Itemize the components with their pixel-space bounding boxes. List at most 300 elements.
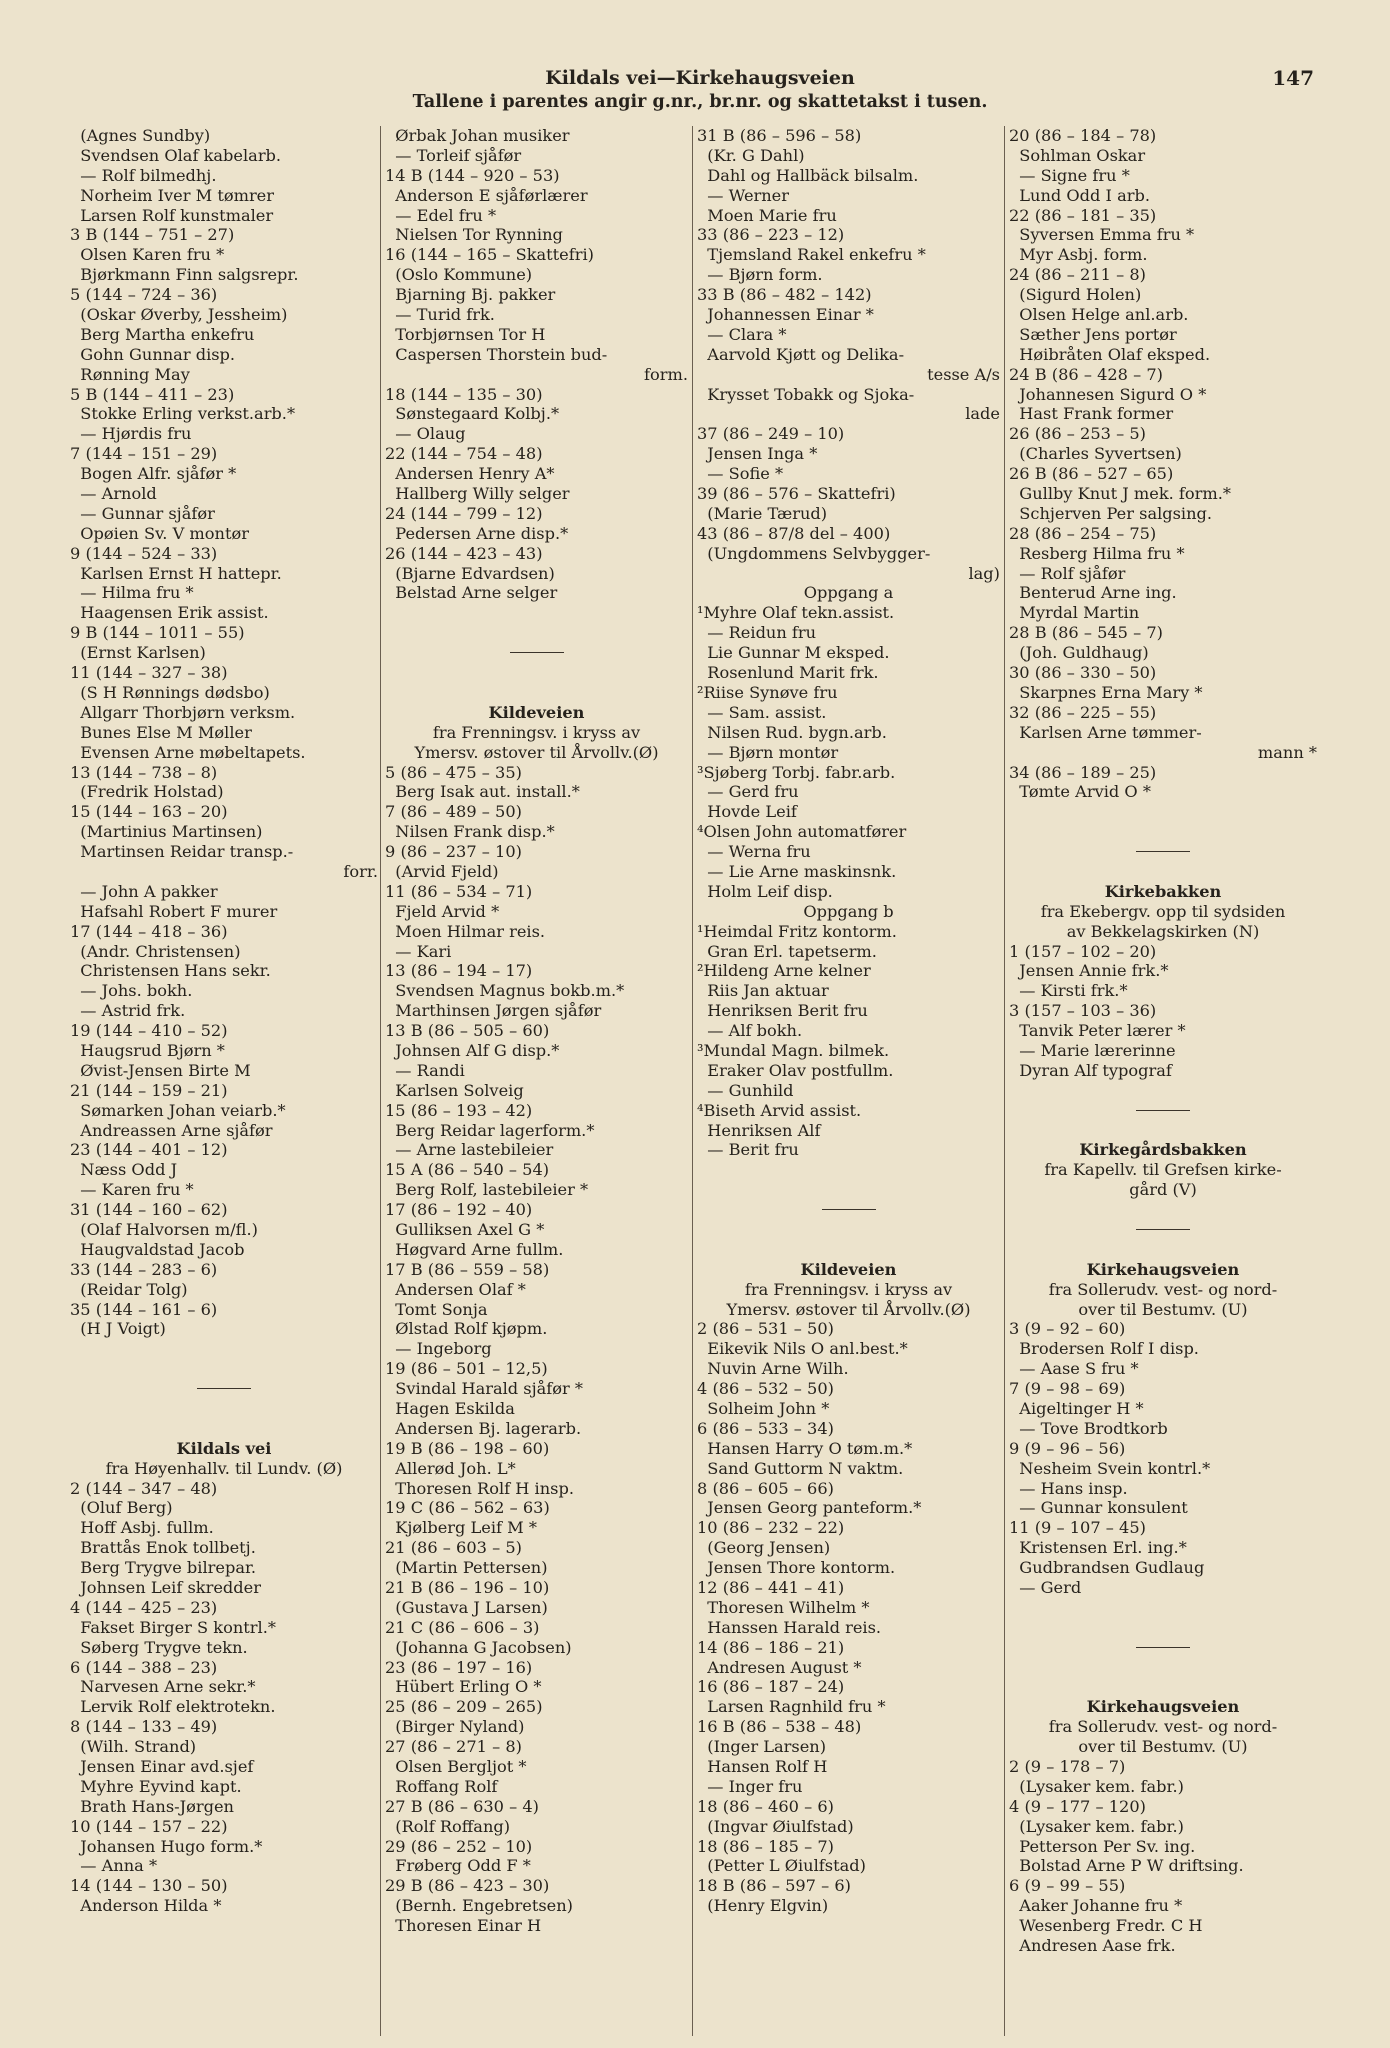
spacer <box>1009 1658 1317 1678</box>
directory-line: 33 (144 – 283 – 6) <box>70 1259 218 1279</box>
section-heading: Kildals vei <box>176 1438 272 1458</box>
spacer <box>697 1240 1000 1260</box>
directory-line: 22 (86 – 181 – 35) <box>1009 205 1157 225</box>
directory-line: 1 (157 – 102 – 20) <box>1009 941 1157 961</box>
directory-line: Aaker Johanne fru * <box>1009 1896 1183 1916</box>
directory-line: 15 (86 – 193 – 42) <box>385 1100 533 1120</box>
directory-line: Svendsen Magnus bokb.m.* <box>385 981 625 1001</box>
directory-line: (Martinius Martinsen) <box>70 822 263 842</box>
directory-line: Norheim Iver M tømrer <box>70 185 274 205</box>
directory-line: Myhre Eyvind kapt. <box>70 1776 242 1796</box>
spacer <box>1009 802 1317 822</box>
directory-line: Stokke Erling verkst.arb.* <box>70 404 296 424</box>
spacer <box>1009 822 1317 842</box>
directory-line: Haugvaldstad Jacob <box>70 1239 245 1259</box>
directory-line: 27 B (86 – 630 – 4) <box>385 1796 539 1816</box>
directory-line: — Kari <box>385 941 452 961</box>
directory-line: 13 (144 – 738 – 8) <box>70 762 218 782</box>
directory-column-2 <box>385 126 688 1936</box>
section-subtitle: fra Frenningsv. i kryss av <box>744 1279 953 1299</box>
entry-continuation: mann * <box>1257 742 1317 762</box>
section-subtitle: av Bekkelagskirken (N) <box>1066 921 1260 941</box>
directory-column-4 <box>1009 126 1317 1956</box>
spacer <box>697 1220 1000 1240</box>
directory-line: Svindal Harald sjåfør * <box>385 1379 583 1399</box>
directory-line: — Alf bokh. <box>697 1021 803 1041</box>
section-subtitle: Ymersv. østover til Årvollv.(Ø) <box>726 1299 971 1319</box>
directory-line: — Arne lastebileier <box>385 1140 554 1160</box>
directory-line: (Andr. Christensen) <box>70 941 241 961</box>
directory-line: Larsen Rolf kunstmaler <box>70 205 274 225</box>
spacer <box>1009 1121 1317 1141</box>
directory-line: — Bjørn montør <box>697 742 839 762</box>
directory-line: Lie Gunnar M eksped. <box>697 643 890 663</box>
directory-line: Opøien Sv. V montør <box>70 523 249 543</box>
directory-line: — Torleif sjåfør <box>385 145 522 165</box>
directory-line: Moen Marie fru <box>697 205 837 225</box>
section-divider <box>1009 1638 1317 1658</box>
directory-line: 19 (86 – 501 – 12,5) <box>385 1359 548 1379</box>
spacer <box>70 1339 378 1359</box>
directory-line: 17 B (86 – 559 – 58) <box>385 1259 550 1279</box>
directory-line: 26 (144 – 423 – 43) <box>385 543 543 563</box>
directory-line: (Oslo Kommune) <box>385 265 533 285</box>
directory-line: Høgvard Arne fullm. <box>385 1239 564 1259</box>
spacer <box>385 683 688 703</box>
directory-line: (Ernst Karlsen) <box>70 643 206 663</box>
directory-line: 23 (144 – 401 – 12) <box>70 1140 228 1160</box>
directory-line: Sømarken Johan veiarb.* <box>70 1100 286 1120</box>
directory-line: 34 (86 – 189 – 25) <box>1009 762 1157 782</box>
directory-line: 5 (86 – 475 – 35) <box>385 762 522 782</box>
directory-line: 6 (9 – 99 – 55) <box>1009 1876 1126 1896</box>
directory-line: Myr Asbj. form. <box>1009 245 1148 265</box>
directory-line: Dahl og Hallbäck bilsalm. <box>697 165 919 185</box>
page-number: 147 <box>1272 66 1314 90</box>
directory-line: 43 (86 – 87/8 del – 400) <box>697 523 891 543</box>
spacer <box>70 1359 378 1379</box>
entry-continuation: lade <box>965 404 1000 424</box>
spacer <box>385 663 688 683</box>
directory-line: Solheim John * <box>697 1399 830 1418</box>
directory-column-3 <box>697 126 1000 1916</box>
directory-line: — Olaug <box>385 424 466 444</box>
directory-line: Evensen Arne møbeltapets. <box>70 742 306 762</box>
directory-line: Larsen Ragnhild fru * <box>697 1697 886 1717</box>
directory-line: — Hjørdis fru <box>70 424 192 444</box>
directory-line: Henriksen Berit fru <box>697 1001 868 1021</box>
directory-line: Aigeltinger H * <box>1009 1399 1144 1418</box>
section-subtitle: over til Bestumv. (U) <box>1078 1737 1248 1757</box>
directory-line: Gudbrandsen Gudlaug <box>1009 1558 1205 1578</box>
section-divider <box>70 1379 378 1399</box>
directory-line: — Kirsti frk.* <box>1009 981 1128 1001</box>
directory-line: 19 C (86 – 562 – 63) <box>385 1498 550 1518</box>
section-subtitle: over til Bestumv. (U) <box>1078 1299 1248 1319</box>
directory-line: Eraker Olav postfullm. <box>697 1060 894 1080</box>
directory-line: Eikevik Nils O anl.best.* <box>697 1339 908 1359</box>
section-subtitle: fra Frenningsv. i kryss av <box>432 722 641 742</box>
directory-line: — Gunnar sjåfør <box>70 503 215 523</box>
directory-line: — Bjørn form. <box>697 265 823 285</box>
directory-line: — Inger fru <box>697 1776 803 1796</box>
directory-line: Nilsen Rud. bygn.arb. <box>697 722 887 742</box>
directory-line: 35 (144 – 161 – 6) <box>70 1299 218 1319</box>
directory-line: (Reidar Tolg) <box>70 1279 188 1299</box>
directory-line: Martinsen Reidar transp.- <box>70 842 294 862</box>
directory-line: (Wilh. Strand) <box>70 1737 197 1757</box>
directory-line: Tømte Arvid O * <box>1009 782 1151 802</box>
directory-line: — Werner <box>697 185 790 205</box>
directory-line: Johannessen Einar * <box>697 305 874 325</box>
directory-line: 23 (86 – 197 – 16) <box>385 1657 533 1677</box>
directory-line: (Johanna G Jacobsen) <box>385 1637 572 1657</box>
directory-line: 18 (144 – 135 – 30) <box>385 384 543 404</box>
spacer <box>1009 1677 1317 1697</box>
directory-line: Wesenberg Fredr. C H <box>1009 1916 1203 1936</box>
directory-line: (Joh. Guldhaug) <box>1009 643 1149 663</box>
spacer <box>1009 1200 1317 1220</box>
directory-line: Andresen August * <box>697 1657 862 1677</box>
directory-line: Svendsen Olaf kabelarb. <box>70 145 282 165</box>
directory-line: Jensen Einar avd.sjef <box>70 1757 254 1777</box>
directory-line: Allgarr Thorbjørn verksm. <box>70 702 296 722</box>
directory-line: (Marie Tærud) <box>697 503 828 523</box>
directory-line: Gohn Gunnar disp. <box>70 344 236 364</box>
directory-line: 28 (86 – 254 – 75) <box>1009 523 1157 543</box>
directory-line: 19 (144 – 410 – 52) <box>70 1021 228 1041</box>
directory-line: Nilsen Frank disp.* <box>385 822 555 842</box>
directory-line: (Lysaker kem. fabr.) <box>1009 1816 1184 1836</box>
directory-line: Bunes Else M Møller <box>70 722 252 742</box>
directory-line: 29 (86 – 252 – 10) <box>385 1836 533 1856</box>
directory-line: Fakset Birger S kontrl.* <box>70 1617 276 1637</box>
directory-line: 21 B (86 – 196 – 10) <box>385 1578 550 1598</box>
directory-line: (Kr. G Dahl) <box>697 145 805 165</box>
directory-line: (Birger Nyland) <box>385 1717 525 1737</box>
directory-line: 37 (86 – 249 – 10) <box>697 424 845 444</box>
directory-line: Karlsen Arne tømmer- <box>1009 722 1202 742</box>
directory-line: Johannesen Sigurd O * <box>1009 384 1207 404</box>
directory-line: Nuvin Arne Wilh. <box>697 1359 849 1379</box>
directory-line: 30 (86 – 330 – 50) <box>1009 663 1157 683</box>
directory-line: ⁴Olsen John automatfører <box>697 822 907 842</box>
directory-line: Bogen Alfr. sjåfør * <box>70 464 237 484</box>
entry-continuation: forr. <box>343 861 378 881</box>
directory-line: 2 (144 – 347 – 48) <box>70 1478 218 1498</box>
directory-line: Syversen Emma fru * <box>1009 225 1195 245</box>
directory-line: (Rolf Roffang) <box>385 1816 511 1836</box>
directory-line: 26 B (86 – 527 – 65) <box>1009 464 1174 484</box>
spacer <box>1009 1618 1317 1638</box>
directory-line: 17 (86 – 192 – 40) <box>385 1200 533 1220</box>
directory-line: (S H Rønnings dødsbo) <box>70 682 270 702</box>
directory-line: ²Riise Synøve fru <box>697 682 838 702</box>
directory-line: Kristensen Erl. ing.* <box>1009 1538 1187 1558</box>
directory-line: (Oluf Berg) <box>70 1498 173 1518</box>
directory-line: — Ingeborg <box>385 1339 492 1359</box>
directory-line: Tomt Sonja <box>385 1299 488 1319</box>
directory-line: Andersen Bj. lagerarb. <box>385 1418 582 1438</box>
spacer <box>697 1180 1000 1200</box>
directory-line: Frøberg Odd F * <box>385 1856 531 1876</box>
directory-line: Thoresen Wilhelm * <box>697 1597 870 1617</box>
directory-line: — Gerd <box>1009 1578 1082 1598</box>
directory-line: — Hans insp. <box>1009 1478 1128 1498</box>
directory-line: 9 (144 – 524 – 33) <box>70 543 218 563</box>
directory-line: Schjerven Per salgsing. <box>1009 503 1213 523</box>
directory-line: 3 (9 – 92 – 60) <box>1009 1319 1126 1339</box>
directory-line: — Aase S fru * <box>1009 1359 1139 1379</box>
directory-line: — Sam. assist. <box>697 702 827 722</box>
directory-line: Olsen Helge anl.arb. <box>1009 305 1189 325</box>
directory-line: 8 (86 – 605 – 66) <box>697 1478 834 1498</box>
directory-line: 5 B (144 – 411 – 23) <box>70 384 235 404</box>
directory-line: ¹Heimdal Fritz kontorm. <box>697 921 897 941</box>
directory-line: 4 (86 – 532 – 50) <box>697 1379 834 1399</box>
directory-line: Anderson Hilda * <box>70 1896 222 1916</box>
directory-line: 14 (86 – 186 – 21) <box>697 1637 845 1657</box>
directory-line: — Gunnar konsulent <box>1009 1498 1188 1518</box>
section-subtitle: Oppgang b <box>803 901 894 921</box>
directory-line: 2 (9 – 178 – 7) <box>1009 1757 1126 1777</box>
directory-line: (Gustava J Larsen) <box>385 1597 548 1617</box>
section-subtitle: fra Sollerudv. vest- og nord- <box>1048 1279 1278 1299</box>
directory-line: Andresen Aase frk. <box>1009 1936 1176 1956</box>
directory-line: Hagen Eskilda <box>385 1399 515 1418</box>
directory-line: Dyran Alf typograf <box>1009 1060 1172 1080</box>
section-heading: Kirkebakken <box>1104 881 1222 901</box>
directory-line: Brodersen Rolf I disp. <box>1009 1339 1199 1359</box>
directory-line: 14 B (144 – 920 – 53) <box>385 165 560 185</box>
directory-line: 6 (144 – 388 – 23) <box>70 1657 218 1677</box>
directory-line: Jensen Thore kontorm. <box>697 1558 896 1578</box>
directory-line: Karlsen Solveig <box>385 1080 524 1100</box>
column-divider <box>1004 126 1005 2036</box>
directory-line: Berg Martha enkefru <box>70 324 255 344</box>
directory-line: Olsen Bergljot * <box>385 1757 527 1777</box>
directory-line: 4 (144 – 425 – 23) <box>70 1597 218 1617</box>
section-divider <box>697 1200 1000 1220</box>
directory-line: 9 B (144 – 1011 – 55) <box>70 623 245 643</box>
directory-line: Lund Odd I arb. <box>1009 185 1150 205</box>
directory-line: 18 (86 – 460 – 6) <box>697 1796 834 1816</box>
directory-line: 13 (86 – 194 – 17) <box>385 961 533 981</box>
directory-line: 5 (144 – 724 – 36) <box>70 285 218 305</box>
page-title: Kildals vei—Kirkehaugsveien <box>545 67 855 89</box>
directory-line: (Henry Elgvin) <box>697 1896 829 1916</box>
spacer <box>1009 1598 1317 1618</box>
directory-line: 10 (144 – 157 – 22) <box>70 1816 228 1836</box>
directory-column-1 <box>70 126 378 1916</box>
directory-line: Resberg Hilma fru * <box>1009 543 1185 563</box>
spacer <box>385 603 688 623</box>
directory-line: — Reidun fru <box>697 623 817 643</box>
directory-line: Hovde Leif <box>697 802 797 822</box>
directory-line: (Fredrik Holstad) <box>70 782 224 802</box>
directory-line: Aarvold Kjøtt og Delika- <box>697 344 905 364</box>
directory-line: Skarpnes Erna Mary * <box>1009 682 1203 702</box>
directory-line: 33 (86 – 223 – 12) <box>697 225 845 245</box>
directory-line: Hansen Rolf H <box>697 1757 828 1777</box>
directory-line: Tjemsland Rakel enkefru * <box>697 245 926 265</box>
directory-line: 4 (9 – 177 – 120) <box>1009 1796 1146 1816</box>
directory-line: — John A pakker <box>70 881 218 901</box>
directory-line: Nesheim Svein kontrl.* <box>1009 1458 1211 1478</box>
directory-line: 16 B (86 – 538 – 48) <box>697 1717 862 1737</box>
directory-line: ⁴Biseth Arvid assist. <box>697 1100 862 1120</box>
directory-line: 2 (86 – 531 – 50) <box>697 1319 834 1339</box>
directory-line: Søberg Trygve tekn. <box>70 1637 248 1657</box>
directory-line: (Lysaker kem. fabr.) <box>1009 1776 1184 1796</box>
directory-line: Brath Hans-Jørgen <box>70 1796 234 1816</box>
directory-line: ²Hildeng Arne kelner <box>697 961 871 981</box>
directory-line: 24 (144 – 799 – 12) <box>385 503 543 523</box>
directory-line: Berg Isak aut. install.* <box>385 782 580 802</box>
directory-line: Bjarning Bj. pakker <box>385 285 556 305</box>
directory-line: Jensen Annie frk.* <box>1009 961 1169 981</box>
section-divider <box>1009 842 1317 862</box>
directory-line: 8 (144 – 133 – 49) <box>70 1717 218 1737</box>
spacer <box>1009 1240 1317 1260</box>
directory-line: (Olaf Halvorsen m/fl.) <box>70 1219 258 1239</box>
section-heading: Kirkehaugsveien <box>1086 1697 1240 1717</box>
directory-line: Rønning May <box>70 364 190 384</box>
directory-line: (H J Voigt) <box>70 1319 166 1339</box>
directory-line: 14 (144 – 130 – 50) <box>70 1876 228 1896</box>
directory-line: Henriksen Alf <box>697 1120 821 1140</box>
directory-line: (Ungdommens Selvbygger- <box>697 543 931 563</box>
directory-line: 26 (86 – 253 – 5) <box>1009 424 1146 444</box>
directory-line: 21 (144 – 159 – 21) <box>70 1080 228 1100</box>
directory-line: — Turid frk. <box>385 305 495 325</box>
entry-continuation: form. <box>644 364 688 384</box>
directory-line: Hansen Harry O tøm.m.* <box>697 1438 913 1458</box>
directory-line: Allerød Joh. L* <box>385 1458 516 1478</box>
directory-line: Marthinsen Jørgen sjåfør <box>385 1001 602 1021</box>
directory-line: Karlsen Ernst H hattepr. <box>70 563 282 583</box>
directory-line: 31 (144 – 160 – 62) <box>70 1200 228 1220</box>
spacer <box>697 1160 1000 1180</box>
directory-line: 21 C (86 – 606 – 3) <box>385 1617 540 1637</box>
directory-line: 22 (144 – 754 – 48) <box>385 444 543 464</box>
directory-line: Nielsen Tor Rynning <box>385 225 563 245</box>
directory-line: Berg Reidar lagerform.* <box>385 1120 595 1140</box>
directory-line: 21 (86 – 603 – 5) <box>385 1538 522 1558</box>
directory-line: Johansen Hugo form.* <box>70 1836 263 1856</box>
directory-line: (Oskar Øverby, Jessheim) <box>70 305 288 325</box>
directory-line: Kjølberg Leif M * <box>385 1518 537 1538</box>
directory-line: Johnsen Alf G disp.* <box>385 1040 560 1060</box>
directory-line: Torbjørnsen Tor H <box>385 324 546 344</box>
directory-line: — Signe fru * <box>1009 165 1130 185</box>
directory-line: (Arvid Fjeld) <box>385 861 499 881</box>
directory-line: 20 (86 – 184 – 78) <box>1009 126 1157 145</box>
directory-line: 18 (86 – 185 – 7) <box>697 1836 834 1856</box>
directory-line: Tanvik Peter lærer * <box>1009 1021 1186 1041</box>
section-heading: Kildeveien <box>800 1259 897 1279</box>
directory-line: — Lie Arne maskinsnk. <box>697 861 897 881</box>
directory-line: 9 (86 – 237 – 10) <box>385 842 522 862</box>
directory-line: Haugsrud Bjørn * <box>70 1040 225 1060</box>
section-divider <box>1009 1101 1317 1121</box>
directory-line: Brattås Enok tollbetj. <box>70 1538 256 1558</box>
directory-line: — Gerd fru <box>697 782 799 802</box>
directory-line: Riis Jan aktuar <box>697 981 829 1001</box>
directory-line: (Petter L Øiulfstad) <box>697 1856 866 1876</box>
directory-line: 16 (86 – 187 – 24) <box>697 1677 845 1697</box>
directory-line: 9 (9 – 96 – 56) <box>1009 1438 1126 1458</box>
directory-line: Holm Leif disp. <box>697 881 833 901</box>
directory-line: Sønstegaard Kolbj.* <box>385 404 560 424</box>
directory-line: Caspersen Thorstein bud- <box>385 344 608 364</box>
directory-line: Moen Hilmar reis. <box>385 921 546 941</box>
directory-line: 3 B (144 – 751 – 27) <box>70 225 235 245</box>
directory-line: Anderson E sjåførlærer <box>385 185 588 205</box>
directory-line: Lervik Rolf elektrotekn. <box>70 1697 276 1717</box>
directory-line: Andersen Henry A* <box>385 464 555 484</box>
directory-line: Thoresen Einar H <box>385 1916 542 1936</box>
directory-line: Hast Frank former <box>1009 404 1174 424</box>
directory-line: Sand Guttorm N vaktm. <box>697 1458 904 1478</box>
directory-line: 31 B (86 – 596 – 58) <box>697 126 862 145</box>
directory-line: ³Mundal Magn. bilmek. <box>697 1040 890 1060</box>
directory-line: Ørbak Johan musiker <box>385 126 570 145</box>
directory-line: 33 B (86 – 482 – 142) <box>697 285 872 305</box>
directory-line: Petterson Per Sv. ing. <box>1009 1836 1196 1856</box>
directory-line: Myrdal Martin <box>1009 603 1140 623</box>
section-subtitle: Oppgang a <box>803 583 894 603</box>
directory-line: (Georg Jensen) <box>697 1538 831 1558</box>
spacer <box>1009 862 1317 882</box>
directory-line: 24 (86 – 211 – 8) <box>1009 265 1146 285</box>
directory-line: ¹Myhre Olaf tekn.assist. <box>697 603 895 623</box>
directory-line: — Arnold <box>70 484 157 504</box>
section-subtitle: fra Ekebergv. opp til sydsiden <box>1040 901 1286 921</box>
section-divider <box>385 643 688 663</box>
directory-line: 11 (9 – 107 – 45) <box>1009 1518 1146 1538</box>
directory-line: Bjørkmann Finn salgsrepr. <box>70 265 299 285</box>
directory-line: 17 (144 – 418 – 36) <box>70 921 228 941</box>
directory-line: 12 (86 – 441 – 41) <box>697 1578 845 1598</box>
entry-continuation: tesse A/s <box>927 364 1000 384</box>
directory-line: Sæther Jens portør <box>1009 324 1177 344</box>
directory-line: (Sigurd Holen) <box>1009 285 1142 305</box>
directory-line: 7 (86 – 489 – 50) <box>385 802 522 822</box>
directory-line: — Karen fru * <box>70 1180 194 1200</box>
directory-line: 24 B (86 – 428 – 7) <box>1009 364 1163 384</box>
directory-line: Berg Trygve bilrepar. <box>70 1558 257 1578</box>
directory-line: Hallberg Willy selger <box>385 484 570 504</box>
directory-line: Øvist-Jensen Birte M <box>70 1060 251 1080</box>
directory-line: Christensen Hans sekr. <box>70 961 271 981</box>
directory-line: Belstad Arne selger <box>385 583 558 603</box>
directory-line: 11 (86 – 534 – 71) <box>385 881 533 901</box>
directory-line: — Anna * <box>70 1856 158 1876</box>
directory-line: — Marie lærerinne <box>1009 1040 1176 1060</box>
directory-line: — Clara * <box>697 324 787 344</box>
section-subtitle: fra Sollerudv. vest- og nord- <box>1048 1717 1278 1737</box>
column-divider <box>380 126 381 2036</box>
directory-line: (Charles Syvertsen) <box>1009 444 1182 464</box>
directory-line: 28 B (86 – 545 – 7) <box>1009 623 1163 643</box>
directory-line: Ølstad Rolf kjøpm. <box>385 1319 548 1339</box>
spacer <box>70 1399 378 1419</box>
directory-line: Bolstad Arne P W driftsing. <box>1009 1856 1244 1876</box>
directory-line: Johnsen Leif skredder <box>70 1578 261 1598</box>
directory-line: Høibråten Olaf eksped. <box>1009 344 1211 364</box>
directory-line: Jensen Georg panteform.* <box>697 1498 922 1518</box>
